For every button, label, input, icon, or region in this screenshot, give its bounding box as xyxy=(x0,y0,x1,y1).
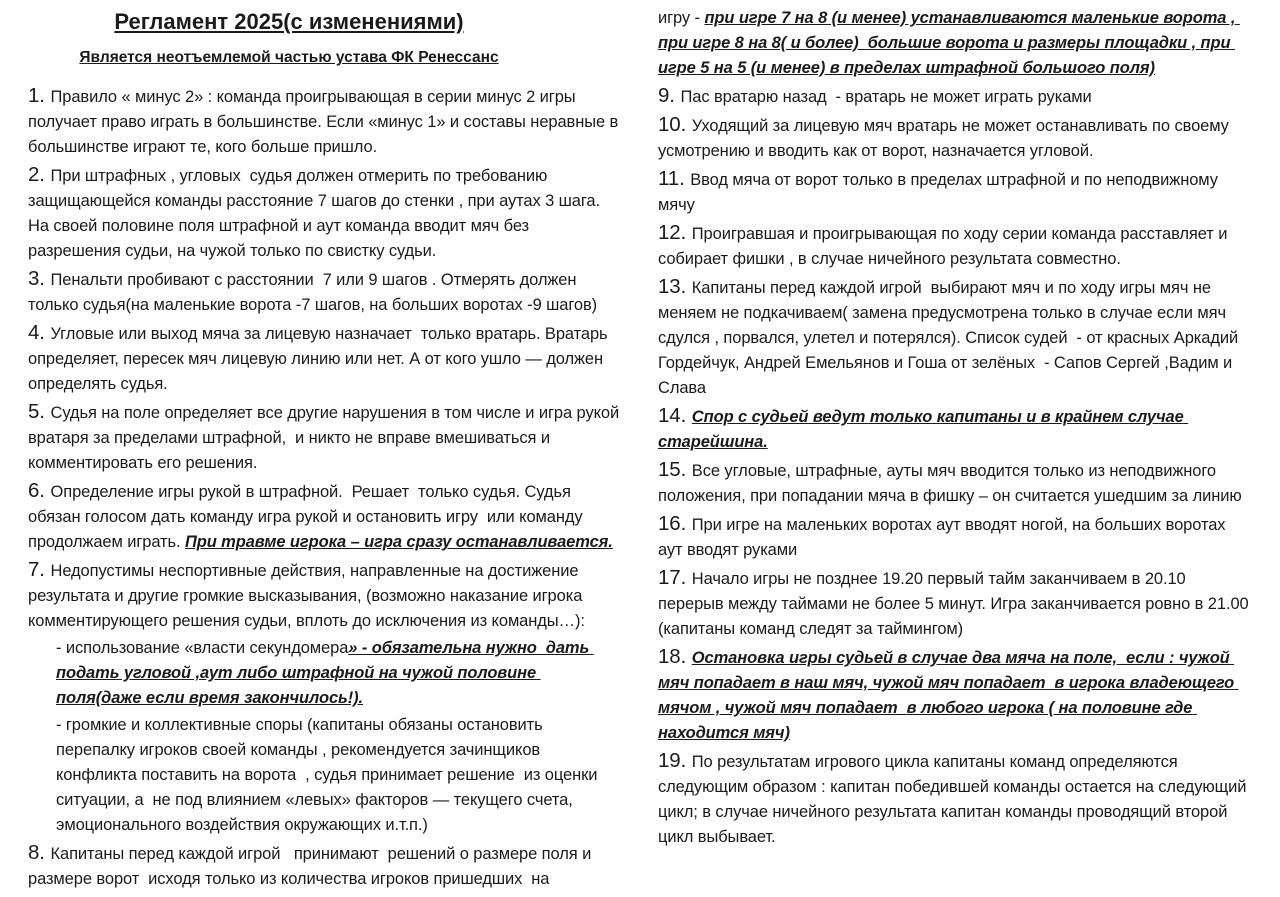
rule-item-13 xyxy=(658,274,1250,401)
rule-text: При игре на маленьких воротах аут вводят ногой, на больших воротах аут вводят руками xyxy=(658,516,1230,559)
rule-item-4 xyxy=(28,320,622,397)
rule-item-18 xyxy=(658,644,1250,746)
rules-list-right xyxy=(658,6,1254,850)
rule-item-14 xyxy=(658,403,1250,455)
rule-text: Ввод мяча от ворот только в пределах штрафной и по неподвижному мячу xyxy=(658,171,1223,214)
rule-item-1 xyxy=(28,83,622,160)
rule-number: 13. xyxy=(658,275,692,298)
rule-text: Капитаны перед каждой игрой выбирают мяч и по ходу игры мяч не меняем не подкачиваем( замена предусмотрена только в случае если мяч сдулся , порвался, улетел и потерялся). Список судей - от красных Аркадий Гордейчук, Андрей Емельянов и Гоша от зелёных - Сапов Сергей ,Вадим и Слава xyxy=(658,279,1243,397)
rule-number: 10. xyxy=(658,113,692,136)
rule-item-continuation xyxy=(658,6,1250,81)
rule-number: 18. xyxy=(658,645,692,668)
rule-text-emphasized: При травме игрока – игра сразу останавливается. xyxy=(184,533,613,551)
rule-text: Капитаны перед каждой игрой принимают решений о размере поля и размере ворот исходя только из количества игроков пришедших на xyxy=(28,845,596,888)
rule-item-17 xyxy=(658,565,1254,642)
rule-number: 8. xyxy=(28,841,51,864)
rule-text: Угловые или выход мяча за лицевую назначает только вратарь. Вратарь определяет, пересек мяч лицевую линию или нет. А от кого ушло — должен определять судья. xyxy=(28,325,613,393)
rule-text: Все угловые, штрафные, ауты мяч вводится только из неподвижного положения, при попадании мяча в фишку – он считается ушедшим за линию xyxy=(658,462,1242,505)
rule-number: 3. xyxy=(28,267,51,290)
rule-text: Определение игры рукой в штрафной. Решает только судья. Судья обязан голосом дать команду игра рукой и остановить игру или команду продолжаем играть. xyxy=(28,483,588,551)
rules-list-left xyxy=(28,83,622,892)
rule-item-5 xyxy=(28,399,622,476)
rule-text: Пенальти пробивают с расстоянии 7 или 9 шагов . Отмерять должен только судья(на маленькие ворота -7 шагов, на больших воротах -9 шагов) xyxy=(28,271,598,314)
rule-sub-item xyxy=(28,713,622,838)
rule-number: 16. xyxy=(658,512,692,535)
rule-item-12 xyxy=(658,220,1250,272)
rule-item-15 xyxy=(658,457,1250,509)
rule-item-19 xyxy=(658,748,1250,850)
rule-text: Судья на поле определяет все другие нарушения в том числе и игра рукой вратаря за пределами штрафной, и никто не вправе вмешиваться и комментировать его решения. xyxy=(28,404,624,472)
rule-text: игру - xyxy=(658,9,705,27)
rule-text: Недопустимы неспортивные действия, направленные на достижение результата и другие громкие высказывания, (возможно наказание игрока комментирующего решения судьи, вплоть до исключения из команды…): xyxy=(28,562,587,630)
rule-item-10 xyxy=(658,112,1250,164)
rule-number: 15. xyxy=(658,458,692,481)
rule-number: 6. xyxy=(28,479,51,502)
rule-text: Пас вратарю назад - вратарь не может играть руками xyxy=(680,88,1092,106)
rule-text: Начало игры не позднее 19.20 первый тайм заканчиваем в 20.10 перерыв между таймами не более 5 минут. Игра заканчивается ровно в 21.00 (капитаны команд следят за таймингом) xyxy=(658,570,1254,638)
rule-item-6 xyxy=(28,478,622,555)
rule-item-9 xyxy=(658,83,1250,110)
rule-item-8 xyxy=(28,840,622,892)
rule-text: - использование «власти секундомера xyxy=(56,639,349,657)
rule-text-emphasized: » - обязательна нужно дать подать угловой ,аут либо штрафной на чужой половине поля(даже если время закончилось!). xyxy=(56,639,594,707)
rule-number: 2. xyxy=(28,163,51,186)
rule-number: 17. xyxy=(658,566,692,589)
rule-item-2 xyxy=(28,162,622,264)
rule-text-emphasized: Спор с судьей ведут только капитаны и в крайнем случае старейшина. xyxy=(658,408,1189,451)
rule-number: 11. xyxy=(658,167,691,190)
rule-number: 9. xyxy=(658,84,681,107)
rule-sub-item xyxy=(28,636,622,711)
right-column xyxy=(658,6,1254,852)
rule-text: Правило « минус 2» : команда проигрывающая в серии минус 2 игры получает право играть в большинстве. Если «минус 1» и составы неравные в большинстве играют те, кого больше пришло. xyxy=(28,88,623,156)
document-header xyxy=(28,8,622,67)
rule-text: Уходящий за лицевую мяч вратарь не может останавливать по своему усмотрению и вводить как от ворот, назначается угловой. xyxy=(658,117,1234,160)
rule-number: 19. xyxy=(658,749,692,772)
rule-text: - громкие и коллективные споры (капитаны обязаны остановить перепалку игроков своей команды , рекомендуется зачинщиков конфликта поставить на ворота , судья принимает решение из оценки ситуации, а не под влиянием «левых» факторов — текущего счета, эмоционального воздействия окружающих и.т.п.) xyxy=(56,716,602,834)
left-column xyxy=(28,6,622,894)
rule-text: По результатам игрового цикла капитаны команд определяются следующим образом : капитан победившей команды остается на следующий цикл; в случае ничейного результата капитан команды проводящий второй цикл выбывает. xyxy=(658,753,1251,846)
rule-number: 5. xyxy=(28,400,51,423)
rule-text: Проигравшая и проигрывающая по ходу серии команда расставляет и собирает фишки , в случае ничейного результата совместно. xyxy=(658,225,1232,268)
document-subtitle: Является неотъемлемой частью устава ФК Ренессанс xyxy=(79,49,499,66)
rule-number: 1. xyxy=(28,84,51,107)
rule-item-16 xyxy=(658,511,1250,563)
rule-text: При штрафных , угловых судья должен отмерить по требованию защищающейся команды расстояние 7 шагов до стенки , при аутах 3 шага. На своей половине поля штрафной и аут команда вводит мяч без разрешения судьи, на чужой только по свистку судьи. xyxy=(28,167,605,260)
rule-item-7 xyxy=(28,557,622,634)
document-title: Регламент 2025(с изменениями) xyxy=(114,9,464,34)
rule-number: 14. xyxy=(658,404,692,427)
rule-number: 12. xyxy=(658,221,692,244)
rule-text-emphasized: Остановка игры судьей в случае два мяча на поле, если : чужой мяч попадает в наш мяч, чужой мяч попадает в игрока владеющего мячом , чужой мяч попадает в любого игрока ( на половине где находится мяч) xyxy=(658,649,1239,742)
rule-number: 7. xyxy=(28,558,51,581)
rule-text-emphasized: при игре 7 на 8 (и менее) устанавливаются маленькие ворота , при игре 8 на 8( и более) большие ворота и размеры площадки , при игре 5 на 5 (и менее) в пределах штрафной большого поля) xyxy=(658,9,1240,77)
rule-item-3 xyxy=(28,266,622,318)
rule-number: 4. xyxy=(28,321,51,344)
rule-item-11 xyxy=(658,166,1250,218)
